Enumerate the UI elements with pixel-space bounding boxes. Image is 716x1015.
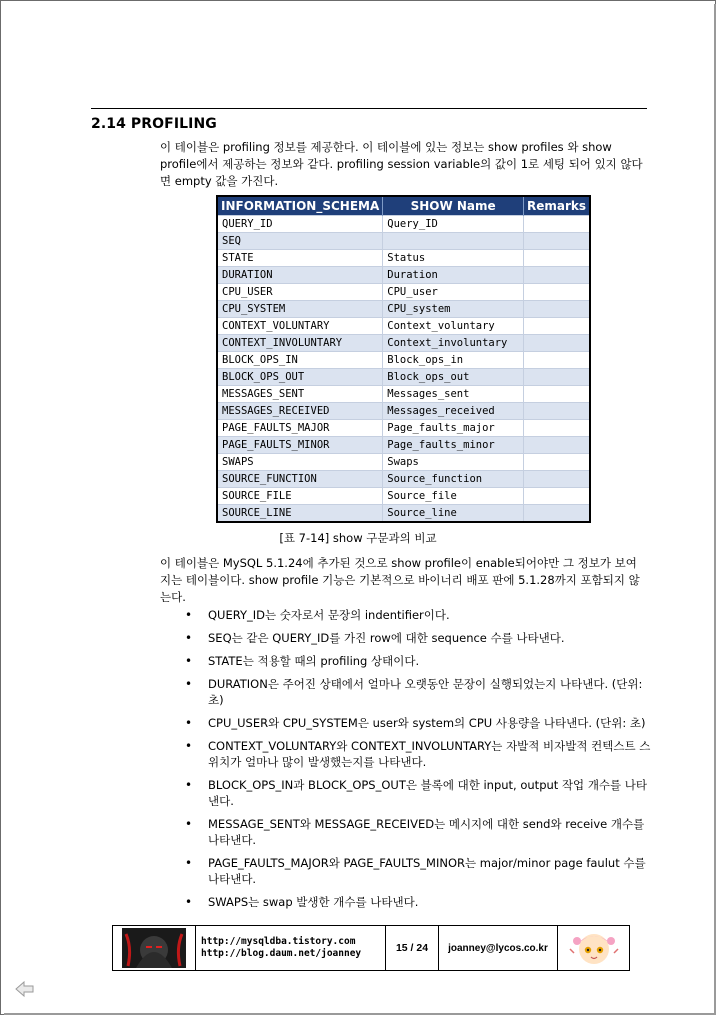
footer-email[interactable]: joanney@lycos.co.kr: [439, 926, 558, 970]
cell-show-name: [383, 233, 524, 250]
bullet-dot-icon: •: [185, 716, 193, 730]
cell-remarks: [523, 454, 590, 471]
cell-show-name: Query_ID: [383, 216, 524, 233]
cell-remarks: [523, 216, 590, 233]
dark-figure-logo: [122, 928, 186, 968]
bullet-dot-icon: •: [185, 608, 193, 622]
bullet-dot-icon: •: [185, 739, 193, 753]
list-item: [183, 676, 653, 708]
table-header-row: [217, 196, 590, 216]
cell-show-name: Source_line: [383, 505, 524, 523]
cell-show-name: Context_involuntary: [383, 335, 524, 352]
cell-remarks: [523, 488, 590, 505]
cell-show-name: Block_ops_in: [383, 352, 524, 369]
cell-remarks: [523, 250, 590, 267]
cell-show-name: Duration: [383, 267, 524, 284]
bullet-dot-icon: •: [185, 856, 193, 870]
cell-information-schema: QUERY_ID: [217, 216, 383, 233]
cell-information-schema: PAGE_FAULTS_MINOR: [217, 437, 383, 454]
table-row: [217, 301, 590, 318]
table-row: [217, 267, 590, 284]
list-item: [183, 715, 653, 731]
cell-show-name: Status: [383, 250, 524, 267]
cell-information-schema: CONTEXT_VOLUNTARY: [217, 318, 383, 335]
cell-remarks: [523, 335, 590, 352]
table-row: [217, 420, 590, 437]
list-item: [183, 630, 653, 646]
list-item: [183, 653, 653, 669]
cell-information-schema: BLOCK_OPS_OUT: [217, 369, 383, 386]
list-item: [183, 894, 653, 910]
list-item-text: SEQ는 같은 QUERY_ID를 가진 row에 대한 sequence 수를 나타낸다.: [208, 631, 565, 645]
header-remarks: Remarks: [523, 196, 590, 216]
section-rule: [91, 108, 647, 109]
bullet-list: [183, 607, 653, 917]
cell-remarks: [523, 318, 590, 335]
table-row: [217, 505, 590, 523]
cell-information-schema: SEQ: [217, 233, 383, 250]
cell-information-schema: CPU_USER: [217, 284, 383, 301]
list-item: [183, 855, 653, 887]
cell-information-schema: PAGE_FAULTS_MAJOR: [217, 420, 383, 437]
cell-remarks: [523, 267, 590, 284]
cell-remarks: [523, 284, 590, 301]
description-paragraph: 이 테이블은 MySQL 5.1.24에 추가된 것으로 show profile이 enable되어야만 그 정보가 보여 지는 테이블이다. show profile 기능은 기본적으로 바이너리 배포 판에 5.1.28까지 포함되지 않는다.: [160, 556, 640, 604]
cell-show-name: Page_faults_minor: [383, 437, 524, 454]
table-row: [217, 352, 590, 369]
comparison-table: [216, 195, 591, 523]
back-arrow-icon[interactable]: [14, 978, 36, 1000]
cell-show-name: Context_voluntary: [383, 318, 524, 335]
list-item-text: CPU_USER와 CPU_SYSTEM은 user와 system의 CPU 사용량을 나타낸다. (단위: 초): [208, 716, 646, 730]
bullet-dot-icon: •: [185, 895, 193, 909]
list-item: [183, 816, 653, 848]
table-row: [217, 284, 590, 301]
bullet-dot-icon: •: [185, 817, 193, 831]
bullet-dot-icon: •: [185, 631, 193, 645]
table-row: [217, 233, 590, 250]
intro-paragraph: 이 테이블은 profiling 정보를 제공한다. 이 테이블에 있는 정보는 show profiles 와 show profile에서 제공하는 정보와 같다. profiling session variable의 값이 1로 세팅 되어 있지 않다면 empty 값을 가진다.: [160, 140, 643, 188]
cell-remarks: [523, 301, 590, 318]
footer-link-daum[interactable]: http://blog.daum.net/joanney: [201, 948, 362, 959]
footer-link-tistory[interactable]: http://mysqldba.tistory.com: [201, 936, 356, 947]
cell-information-schema: CPU_SYSTEM: [217, 301, 383, 318]
page-footer: [112, 925, 630, 971]
footer-links-cell: [196, 926, 386, 970]
cell-information-schema: CONTEXT_INVOLUNTARY: [217, 335, 383, 352]
cell-information-schema: BLOCK_OPS_IN: [217, 352, 383, 369]
cell-information-schema: MESSAGES_SENT: [217, 386, 383, 403]
cell-remarks: [523, 505, 590, 523]
cell-information-schema: SOURCE_FUNCTION: [217, 471, 383, 488]
list-item-text: CONTEXT_VOLUNTARY와 CONTEXT_INVOLUNTARY는 자발적 비자발적 컨텍스트 스위치가 얼마나 많이 발생했는지를 나타낸다.: [208, 739, 651, 769]
cell-remarks: [523, 437, 590, 454]
cell-remarks: [523, 386, 590, 403]
cell-information-schema: SOURCE_LINE: [217, 505, 383, 523]
cell-show-name: Block_ops_out: [383, 369, 524, 386]
bullet-dot-icon: •: [185, 654, 193, 668]
cell-show-name: Page_faults_major: [383, 420, 524, 437]
cell-remarks: [523, 369, 590, 386]
cell-show-name: Source_file: [383, 488, 524, 505]
list-item-text: STATE는 적용할 때의 profiling 상태이다.: [208, 654, 420, 668]
footer-page-number: 15 / 24: [386, 926, 439, 970]
table-row: [217, 369, 590, 386]
cell-information-schema: SWAPS: [217, 454, 383, 471]
header-information-schema: INFORMATION_SCHEMA: [217, 196, 383, 216]
cell-information-schema: STATE: [217, 250, 383, 267]
list-item: [183, 738, 653, 770]
table-row: [217, 250, 590, 267]
cell-show-name: Source_function: [383, 471, 524, 488]
table-row: [217, 403, 590, 420]
table-row: [217, 386, 590, 403]
list-item: [183, 607, 653, 623]
cell-information-schema: SOURCE_FILE: [217, 488, 383, 505]
list-item-text: QUERY_ID는 숫자로서 문장의 indentifier이다.: [208, 608, 450, 622]
table-row: [217, 318, 590, 335]
footer-character-cell: [558, 926, 629, 970]
table-body: [217, 216, 590, 523]
cell-information-schema: MESSAGES_RECEIVED: [217, 403, 383, 420]
list-item: [183, 777, 653, 809]
footer-logo-cell: [113, 926, 196, 970]
cell-remarks: [523, 352, 590, 369]
section-title: 2.14 PROFILING: [91, 116, 217, 132]
list-item-text: BLOCK_OPS_IN과 BLOCK_OPS_OUT은 블록에 대한 input, output 작업 개수를 나타낸다.: [208, 778, 648, 808]
cartoon-character: [566, 927, 622, 969]
table-row: [217, 454, 590, 471]
table-row: [217, 437, 590, 454]
cell-information-schema: DURATION: [217, 267, 383, 284]
cell-remarks: [523, 420, 590, 437]
cell-show-name: CPU_system: [383, 301, 524, 318]
table-caption: [표 7-14] show 구문과의 비교: [279, 531, 437, 545]
table-row: [217, 488, 590, 505]
cell-show-name: Messages_received: [383, 403, 524, 420]
cell-remarks: [523, 403, 590, 420]
list-item-text: PAGE_FAULTS_MAJOR와 PAGE_FAULTS_MINOR는 major/minor page faulut 수를 나타낸다.: [208, 856, 646, 886]
table-row: [217, 471, 590, 488]
table-row: [217, 335, 590, 352]
header-show-name: SHOW Name: [383, 196, 524, 216]
cell-remarks: [523, 233, 590, 250]
list-item-text: SWAPS는 swap 발생한 개수를 나타낸다.: [208, 895, 419, 909]
bullet-dot-icon: •: [185, 778, 193, 792]
cell-show-name: CPU_user: [383, 284, 524, 301]
table-row: [217, 216, 590, 233]
list-item-text: MESSAGE_SENT와 MESSAGE_RECEIVED는 메시지에 대한 send와 receive 개수를 나타낸다.: [208, 817, 645, 847]
cell-show-name: Swaps: [383, 454, 524, 471]
list-item-text: DURATION은 주어진 상태에서 얼마나 오랫동안 문장이 실행되었는지 나타낸다. (단위: 초): [208, 677, 643, 707]
bullet-dot-icon: •: [185, 677, 193, 691]
cell-remarks: [523, 471, 590, 488]
cell-show-name: Messages_sent: [383, 386, 524, 403]
